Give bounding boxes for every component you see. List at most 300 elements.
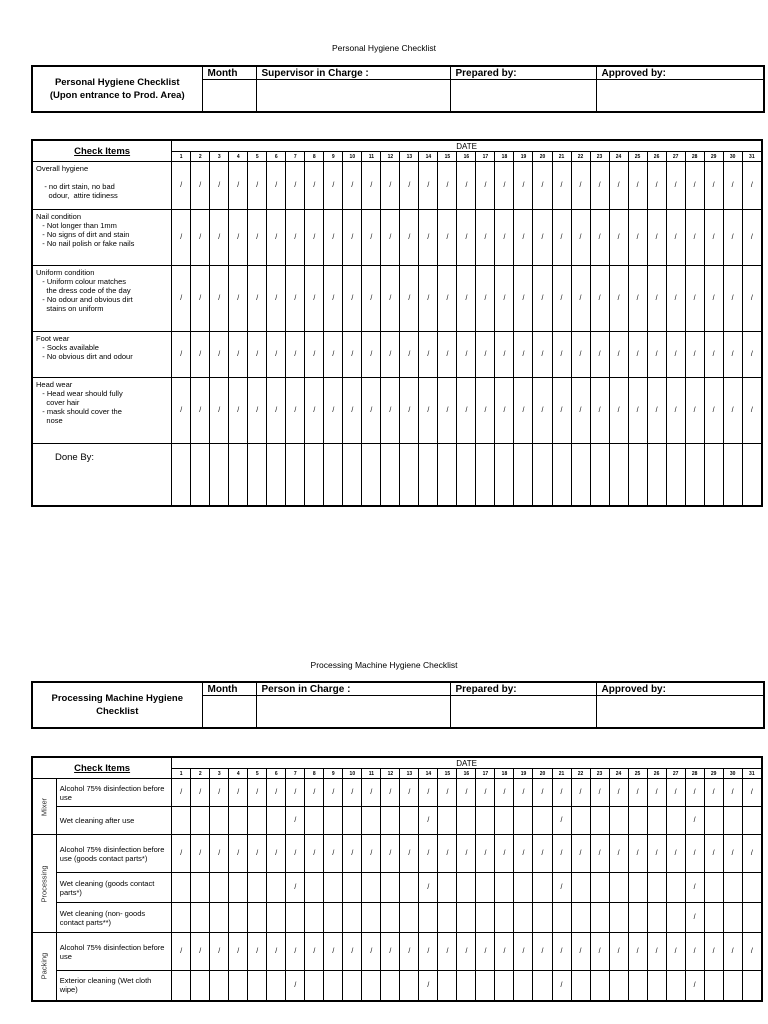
check-cell[interactable] (343, 873, 362, 903)
check-cell[interactable]: / (476, 266, 495, 332)
check-cell[interactable] (571, 807, 590, 835)
check-cell[interactable]: / (305, 779, 324, 807)
check-cell[interactable]: / (267, 933, 286, 971)
check-cell[interactable]: / (457, 378, 476, 444)
check-cell[interactable]: / (267, 378, 286, 444)
check-cell[interactable] (191, 971, 210, 1001)
check-cell[interactable]: / (210, 378, 229, 444)
check-cell[interactable]: / (495, 933, 514, 971)
signature-cell[interactable] (514, 444, 533, 506)
check-cell[interactable]: / (742, 779, 762, 807)
check-cell[interactable]: / (590, 378, 609, 444)
check-cell[interactable] (381, 903, 400, 933)
check-cell[interactable] (609, 903, 628, 933)
check-cell[interactable]: / (248, 162, 267, 210)
check-cell[interactable]: / (609, 210, 628, 266)
signature-cell[interactable] (628, 444, 647, 506)
check-cell[interactable]: / (343, 779, 362, 807)
check-cell[interactable] (514, 971, 533, 1001)
check-cell[interactable]: / (229, 162, 248, 210)
check-cell[interactable]: / (419, 210, 438, 266)
check-cell[interactable]: / (647, 779, 666, 807)
check-cell[interactable]: / (381, 779, 400, 807)
check-cell[interactable]: / (552, 873, 571, 903)
check-cell[interactable]: / (704, 210, 723, 266)
machine-month-field[interactable] (202, 696, 256, 728)
check-cell[interactable]: / (723, 779, 742, 807)
check-cell[interactable]: / (609, 162, 628, 210)
check-cell[interactable]: / (324, 378, 343, 444)
check-cell[interactable]: / (723, 162, 742, 210)
check-cell[interactable] (324, 971, 343, 1001)
check-cell[interactable]: / (647, 162, 666, 210)
check-cell[interactable] (362, 971, 381, 1001)
check-cell[interactable] (704, 971, 723, 1001)
check-cell[interactable]: / (248, 933, 267, 971)
check-cell[interactable] (248, 903, 267, 933)
check-cell[interactable]: / (210, 162, 229, 210)
check-cell[interactable]: / (647, 266, 666, 332)
check-cell[interactable]: / (647, 933, 666, 971)
check-cell[interactable]: / (419, 971, 438, 1001)
check-cell[interactable]: / (362, 835, 381, 873)
signature-cell[interactable] (381, 444, 400, 506)
check-cell[interactable]: / (286, 210, 305, 266)
signature-cell[interactable] (267, 444, 286, 506)
check-cell[interactable]: / (514, 210, 533, 266)
check-cell[interactable] (248, 971, 267, 1001)
check-cell[interactable]: / (571, 332, 590, 378)
check-cell[interactable]: / (362, 162, 381, 210)
check-cell[interactable]: / (514, 779, 533, 807)
check-cell[interactable]: / (172, 266, 191, 332)
check-cell[interactable]: / (457, 779, 476, 807)
signature-cell[interactable] (457, 444, 476, 506)
check-cell[interactable]: / (438, 933, 457, 971)
signature-cell[interactable] (742, 444, 762, 506)
check-cell[interactable]: / (191, 266, 210, 332)
signature-cell[interactable] (286, 444, 305, 506)
check-cell[interactable]: / (647, 210, 666, 266)
check-cell[interactable] (438, 971, 457, 1001)
check-cell[interactable]: / (723, 835, 742, 873)
check-cell[interactable] (704, 903, 723, 933)
check-cell[interactable]: / (457, 933, 476, 971)
check-cell[interactable] (229, 903, 248, 933)
check-cell[interactable]: / (685, 779, 704, 807)
check-cell[interactable]: / (571, 933, 590, 971)
check-cell[interactable] (438, 807, 457, 835)
check-cell[interactable] (457, 971, 476, 1001)
check-cell[interactable] (552, 903, 571, 933)
check-cell[interactable]: / (362, 933, 381, 971)
signature-cell[interactable] (362, 444, 381, 506)
check-cell[interactable]: / (590, 162, 609, 210)
check-cell[interactable]: / (172, 378, 191, 444)
check-cell[interactable] (172, 807, 191, 835)
signature-cell[interactable] (210, 444, 229, 506)
check-cell[interactable]: / (419, 779, 438, 807)
check-cell[interactable]: / (514, 933, 533, 971)
check-cell[interactable] (514, 873, 533, 903)
check-cell[interactable]: / (381, 378, 400, 444)
check-cell[interactable]: / (476, 332, 495, 378)
check-cell[interactable]: / (685, 835, 704, 873)
check-cell[interactable]: / (495, 835, 514, 873)
check-cell[interactable]: / (362, 779, 381, 807)
prepared-by-field[interactable] (450, 80, 596, 112)
signature-cell[interactable] (533, 444, 552, 506)
check-cell[interactable]: / (571, 162, 590, 210)
check-cell[interactable] (191, 807, 210, 835)
check-cell[interactable] (438, 873, 457, 903)
check-cell[interactable]: / (343, 835, 362, 873)
check-cell[interactable] (362, 873, 381, 903)
check-cell[interactable]: / (742, 933, 762, 971)
check-cell[interactable]: / (685, 971, 704, 1001)
check-cell[interactable] (742, 873, 762, 903)
check-cell[interactable]: / (685, 378, 704, 444)
check-cell[interactable] (666, 873, 685, 903)
check-cell[interactable]: / (590, 933, 609, 971)
check-cell[interactable]: / (552, 266, 571, 332)
signature-cell[interactable] (609, 444, 628, 506)
check-cell[interactable]: / (514, 332, 533, 378)
check-cell[interactable]: / (362, 210, 381, 266)
check-cell[interactable]: / (723, 210, 742, 266)
check-cell[interactable] (495, 971, 514, 1001)
check-cell[interactable]: / (514, 266, 533, 332)
check-cell[interactable]: / (438, 266, 457, 332)
signature-cell[interactable] (647, 444, 666, 506)
check-cell[interactable]: / (533, 266, 552, 332)
check-cell[interactable] (723, 903, 742, 933)
check-cell[interactable]: / (229, 835, 248, 873)
check-cell[interactable] (609, 971, 628, 1001)
check-cell[interactable]: / (666, 266, 685, 332)
check-cell[interactable] (248, 807, 267, 835)
check-cell[interactable]: / (552, 162, 571, 210)
check-cell[interactable]: / (514, 162, 533, 210)
check-cell[interactable]: / (286, 971, 305, 1001)
check-cell[interactable]: / (514, 378, 533, 444)
check-cell[interactable]: / (571, 378, 590, 444)
month-field[interactable] (202, 80, 256, 112)
check-cell[interactable]: / (666, 162, 685, 210)
check-cell[interactable]: / (609, 332, 628, 378)
signature-cell[interactable] (229, 444, 248, 506)
check-cell[interactable] (590, 971, 609, 1001)
check-cell[interactable]: / (362, 378, 381, 444)
check-cell[interactable]: / (419, 933, 438, 971)
check-cell[interactable]: / (571, 835, 590, 873)
check-cell[interactable] (286, 903, 305, 933)
signature-cell[interactable] (438, 444, 457, 506)
check-cell[interactable]: / (229, 332, 248, 378)
check-cell[interactable] (476, 903, 495, 933)
machine-approved-by-field[interactable] (596, 696, 764, 728)
check-cell[interactable]: / (685, 210, 704, 266)
check-cell[interactable]: / (590, 835, 609, 873)
signature-cell[interactable] (666, 444, 685, 506)
check-cell[interactable]: / (704, 332, 723, 378)
check-cell[interactable]: / (590, 779, 609, 807)
check-cell[interactable] (400, 903, 419, 933)
check-cell[interactable] (666, 971, 685, 1001)
check-cell[interactable]: / (552, 210, 571, 266)
check-cell[interactable]: / (609, 779, 628, 807)
check-cell[interactable] (229, 873, 248, 903)
check-cell[interactable] (647, 971, 666, 1001)
check-cell[interactable]: / (381, 933, 400, 971)
check-cell[interactable]: / (552, 971, 571, 1001)
check-cell[interactable] (723, 807, 742, 835)
check-cell[interactable] (438, 903, 457, 933)
check-cell[interactable] (210, 903, 229, 933)
check-cell[interactable] (267, 873, 286, 903)
check-cell[interactable] (362, 903, 381, 933)
check-cell[interactable]: / (419, 162, 438, 210)
check-cell[interactable]: / (267, 210, 286, 266)
check-cell[interactable]: / (191, 835, 210, 873)
check-cell[interactable]: / (172, 779, 191, 807)
check-cell[interactable]: / (229, 210, 248, 266)
signature-cell[interactable] (571, 444, 590, 506)
check-cell[interactable]: / (305, 162, 324, 210)
check-cell[interactable] (723, 971, 742, 1001)
check-cell[interactable]: / (704, 378, 723, 444)
check-cell[interactable] (381, 807, 400, 835)
check-cell[interactable]: / (381, 332, 400, 378)
check-cell[interactable] (495, 903, 514, 933)
check-cell[interactable]: / (286, 807, 305, 835)
check-cell[interactable]: / (647, 378, 666, 444)
check-cell[interactable] (742, 971, 762, 1001)
check-cell[interactable] (514, 903, 533, 933)
check-cell[interactable] (381, 873, 400, 903)
check-cell[interactable]: / (381, 266, 400, 332)
check-cell[interactable]: / (438, 835, 457, 873)
check-cell[interactable]: / (685, 162, 704, 210)
check-cell[interactable]: / (590, 266, 609, 332)
check-cell[interactable]: / (742, 162, 762, 210)
check-cell[interactable]: / (495, 332, 514, 378)
check-cell[interactable]: / (286, 266, 305, 332)
check-cell[interactable]: / (628, 835, 647, 873)
check-cell[interactable]: / (628, 933, 647, 971)
check-cell[interactable]: / (628, 210, 647, 266)
check-cell[interactable]: / (267, 266, 286, 332)
check-cell[interactable]: / (457, 835, 476, 873)
check-cell[interactable] (742, 807, 762, 835)
check-cell[interactable] (704, 873, 723, 903)
check-cell[interactable]: / (172, 332, 191, 378)
check-cell[interactable] (210, 971, 229, 1001)
signature-cell[interactable] (552, 444, 571, 506)
check-cell[interactable] (248, 873, 267, 903)
check-cell[interactable]: / (666, 933, 685, 971)
check-cell[interactable]: / (248, 210, 267, 266)
check-cell[interactable]: / (286, 873, 305, 903)
check-cell[interactable] (514, 807, 533, 835)
check-cell[interactable] (400, 873, 419, 903)
check-cell[interactable] (533, 873, 552, 903)
signature-cell[interactable] (476, 444, 495, 506)
check-cell[interactable] (343, 903, 362, 933)
check-cell[interactable]: / (685, 933, 704, 971)
check-cell[interactable] (362, 807, 381, 835)
check-cell[interactable]: / (495, 378, 514, 444)
check-cell[interactable] (590, 807, 609, 835)
check-cell[interactable]: / (343, 933, 362, 971)
check-cell[interactable]: / (210, 933, 229, 971)
check-cell[interactable]: / (324, 210, 343, 266)
check-cell[interactable] (590, 873, 609, 903)
signature-cell[interactable] (419, 444, 438, 506)
person-in-charge-field[interactable] (256, 696, 450, 728)
signature-cell[interactable] (400, 444, 419, 506)
signature-cell[interactable] (590, 444, 609, 506)
check-cell[interactable]: / (400, 210, 419, 266)
check-cell[interactable]: / (685, 807, 704, 835)
check-cell[interactable]: / (704, 779, 723, 807)
check-cell[interactable]: / (495, 266, 514, 332)
check-cell[interactable]: / (742, 332, 762, 378)
check-cell[interactable]: / (552, 835, 571, 873)
check-cell[interactable]: / (305, 266, 324, 332)
check-cell[interactable] (343, 971, 362, 1001)
check-cell[interactable]: / (400, 933, 419, 971)
check-cell[interactable]: / (628, 266, 647, 332)
check-cell[interactable] (267, 903, 286, 933)
machine-prepared-by-field[interactable] (450, 696, 596, 728)
check-cell[interactable]: / (438, 162, 457, 210)
check-cell[interactable]: / (191, 378, 210, 444)
check-cell[interactable]: / (172, 835, 191, 873)
check-cell[interactable]: / (742, 378, 762, 444)
check-cell[interactable]: / (210, 835, 229, 873)
check-cell[interactable] (210, 873, 229, 903)
check-cell[interactable] (400, 971, 419, 1001)
check-cell[interactable] (229, 807, 248, 835)
check-cell[interactable] (343, 807, 362, 835)
check-cell[interactable]: / (609, 378, 628, 444)
check-cell[interactable] (628, 971, 647, 1001)
check-cell[interactable]: / (666, 378, 685, 444)
check-cell[interactable]: / (343, 266, 362, 332)
signature-cell[interactable] (172, 444, 191, 506)
check-cell[interactable]: / (248, 779, 267, 807)
check-cell[interactable] (495, 873, 514, 903)
check-cell[interactable] (381, 971, 400, 1001)
check-cell[interactable]: / (343, 210, 362, 266)
check-cell[interactable]: / (172, 933, 191, 971)
check-cell[interactable]: / (248, 378, 267, 444)
check-cell[interactable]: / (723, 933, 742, 971)
check-cell[interactable]: / (685, 873, 704, 903)
check-cell[interactable]: / (628, 779, 647, 807)
check-cell[interactable]: / (305, 210, 324, 266)
check-cell[interactable] (172, 971, 191, 1001)
check-cell[interactable]: / (457, 266, 476, 332)
check-cell[interactable] (172, 903, 191, 933)
signature-cell[interactable] (704, 444, 723, 506)
check-cell[interactable]: / (723, 266, 742, 332)
check-cell[interactable]: / (419, 835, 438, 873)
check-cell[interactable]: / (552, 933, 571, 971)
check-cell[interactable]: / (191, 332, 210, 378)
check-cell[interactable] (267, 971, 286, 1001)
check-cell[interactable]: / (286, 933, 305, 971)
check-cell[interactable]: / (267, 835, 286, 873)
check-cell[interactable]: / (742, 835, 762, 873)
check-cell[interactable] (305, 971, 324, 1001)
check-cell[interactable]: / (210, 266, 229, 332)
check-cell[interactable]: / (666, 835, 685, 873)
check-cell[interactable] (172, 873, 191, 903)
check-cell[interactable]: / (191, 210, 210, 266)
check-cell[interactable]: / (533, 933, 552, 971)
check-cell[interactable]: / (286, 779, 305, 807)
check-cell[interactable] (476, 971, 495, 1001)
check-cell[interactable]: / (191, 933, 210, 971)
signature-cell[interactable] (324, 444, 343, 506)
check-cell[interactable] (305, 903, 324, 933)
check-cell[interactable]: / (324, 332, 343, 378)
check-cell[interactable]: / (248, 266, 267, 332)
check-cell[interactable] (571, 903, 590, 933)
check-cell[interactable] (419, 903, 438, 933)
check-cell[interactable]: / (704, 266, 723, 332)
check-cell[interactable]: / (666, 779, 685, 807)
check-cell[interactable] (628, 807, 647, 835)
check-cell[interactable]: / (590, 332, 609, 378)
check-cell[interactable]: / (381, 835, 400, 873)
check-cell[interactable]: / (571, 779, 590, 807)
check-cell[interactable]: / (400, 378, 419, 444)
check-cell[interactable] (457, 807, 476, 835)
signature-cell[interactable] (305, 444, 324, 506)
check-cell[interactable]: / (742, 210, 762, 266)
check-cell[interactable]: / (419, 873, 438, 903)
check-cell[interactable]: / (438, 378, 457, 444)
check-cell[interactable]: / (571, 210, 590, 266)
check-cell[interactable]: / (685, 903, 704, 933)
check-cell[interactable] (628, 903, 647, 933)
check-cell[interactable]: / (495, 779, 514, 807)
check-cell[interactable]: / (305, 332, 324, 378)
check-cell[interactable]: / (381, 162, 400, 210)
check-cell[interactable] (590, 903, 609, 933)
check-cell[interactable]: / (324, 933, 343, 971)
check-cell[interactable]: / (400, 332, 419, 378)
check-cell[interactable] (229, 971, 248, 1001)
check-cell[interactable]: / (628, 378, 647, 444)
check-cell[interactable]: / (552, 779, 571, 807)
check-cell[interactable] (704, 807, 723, 835)
check-cell[interactable] (609, 807, 628, 835)
check-cell[interactable]: / (533, 779, 552, 807)
check-cell[interactable]: / (248, 332, 267, 378)
check-cell[interactable]: / (172, 210, 191, 266)
check-cell[interactable]: / (400, 162, 419, 210)
check-cell[interactable] (495, 807, 514, 835)
check-cell[interactable]: / (267, 779, 286, 807)
check-cell[interactable]: / (191, 779, 210, 807)
check-cell[interactable] (191, 873, 210, 903)
signature-cell[interactable] (248, 444, 267, 506)
check-cell[interactable]: / (476, 779, 495, 807)
